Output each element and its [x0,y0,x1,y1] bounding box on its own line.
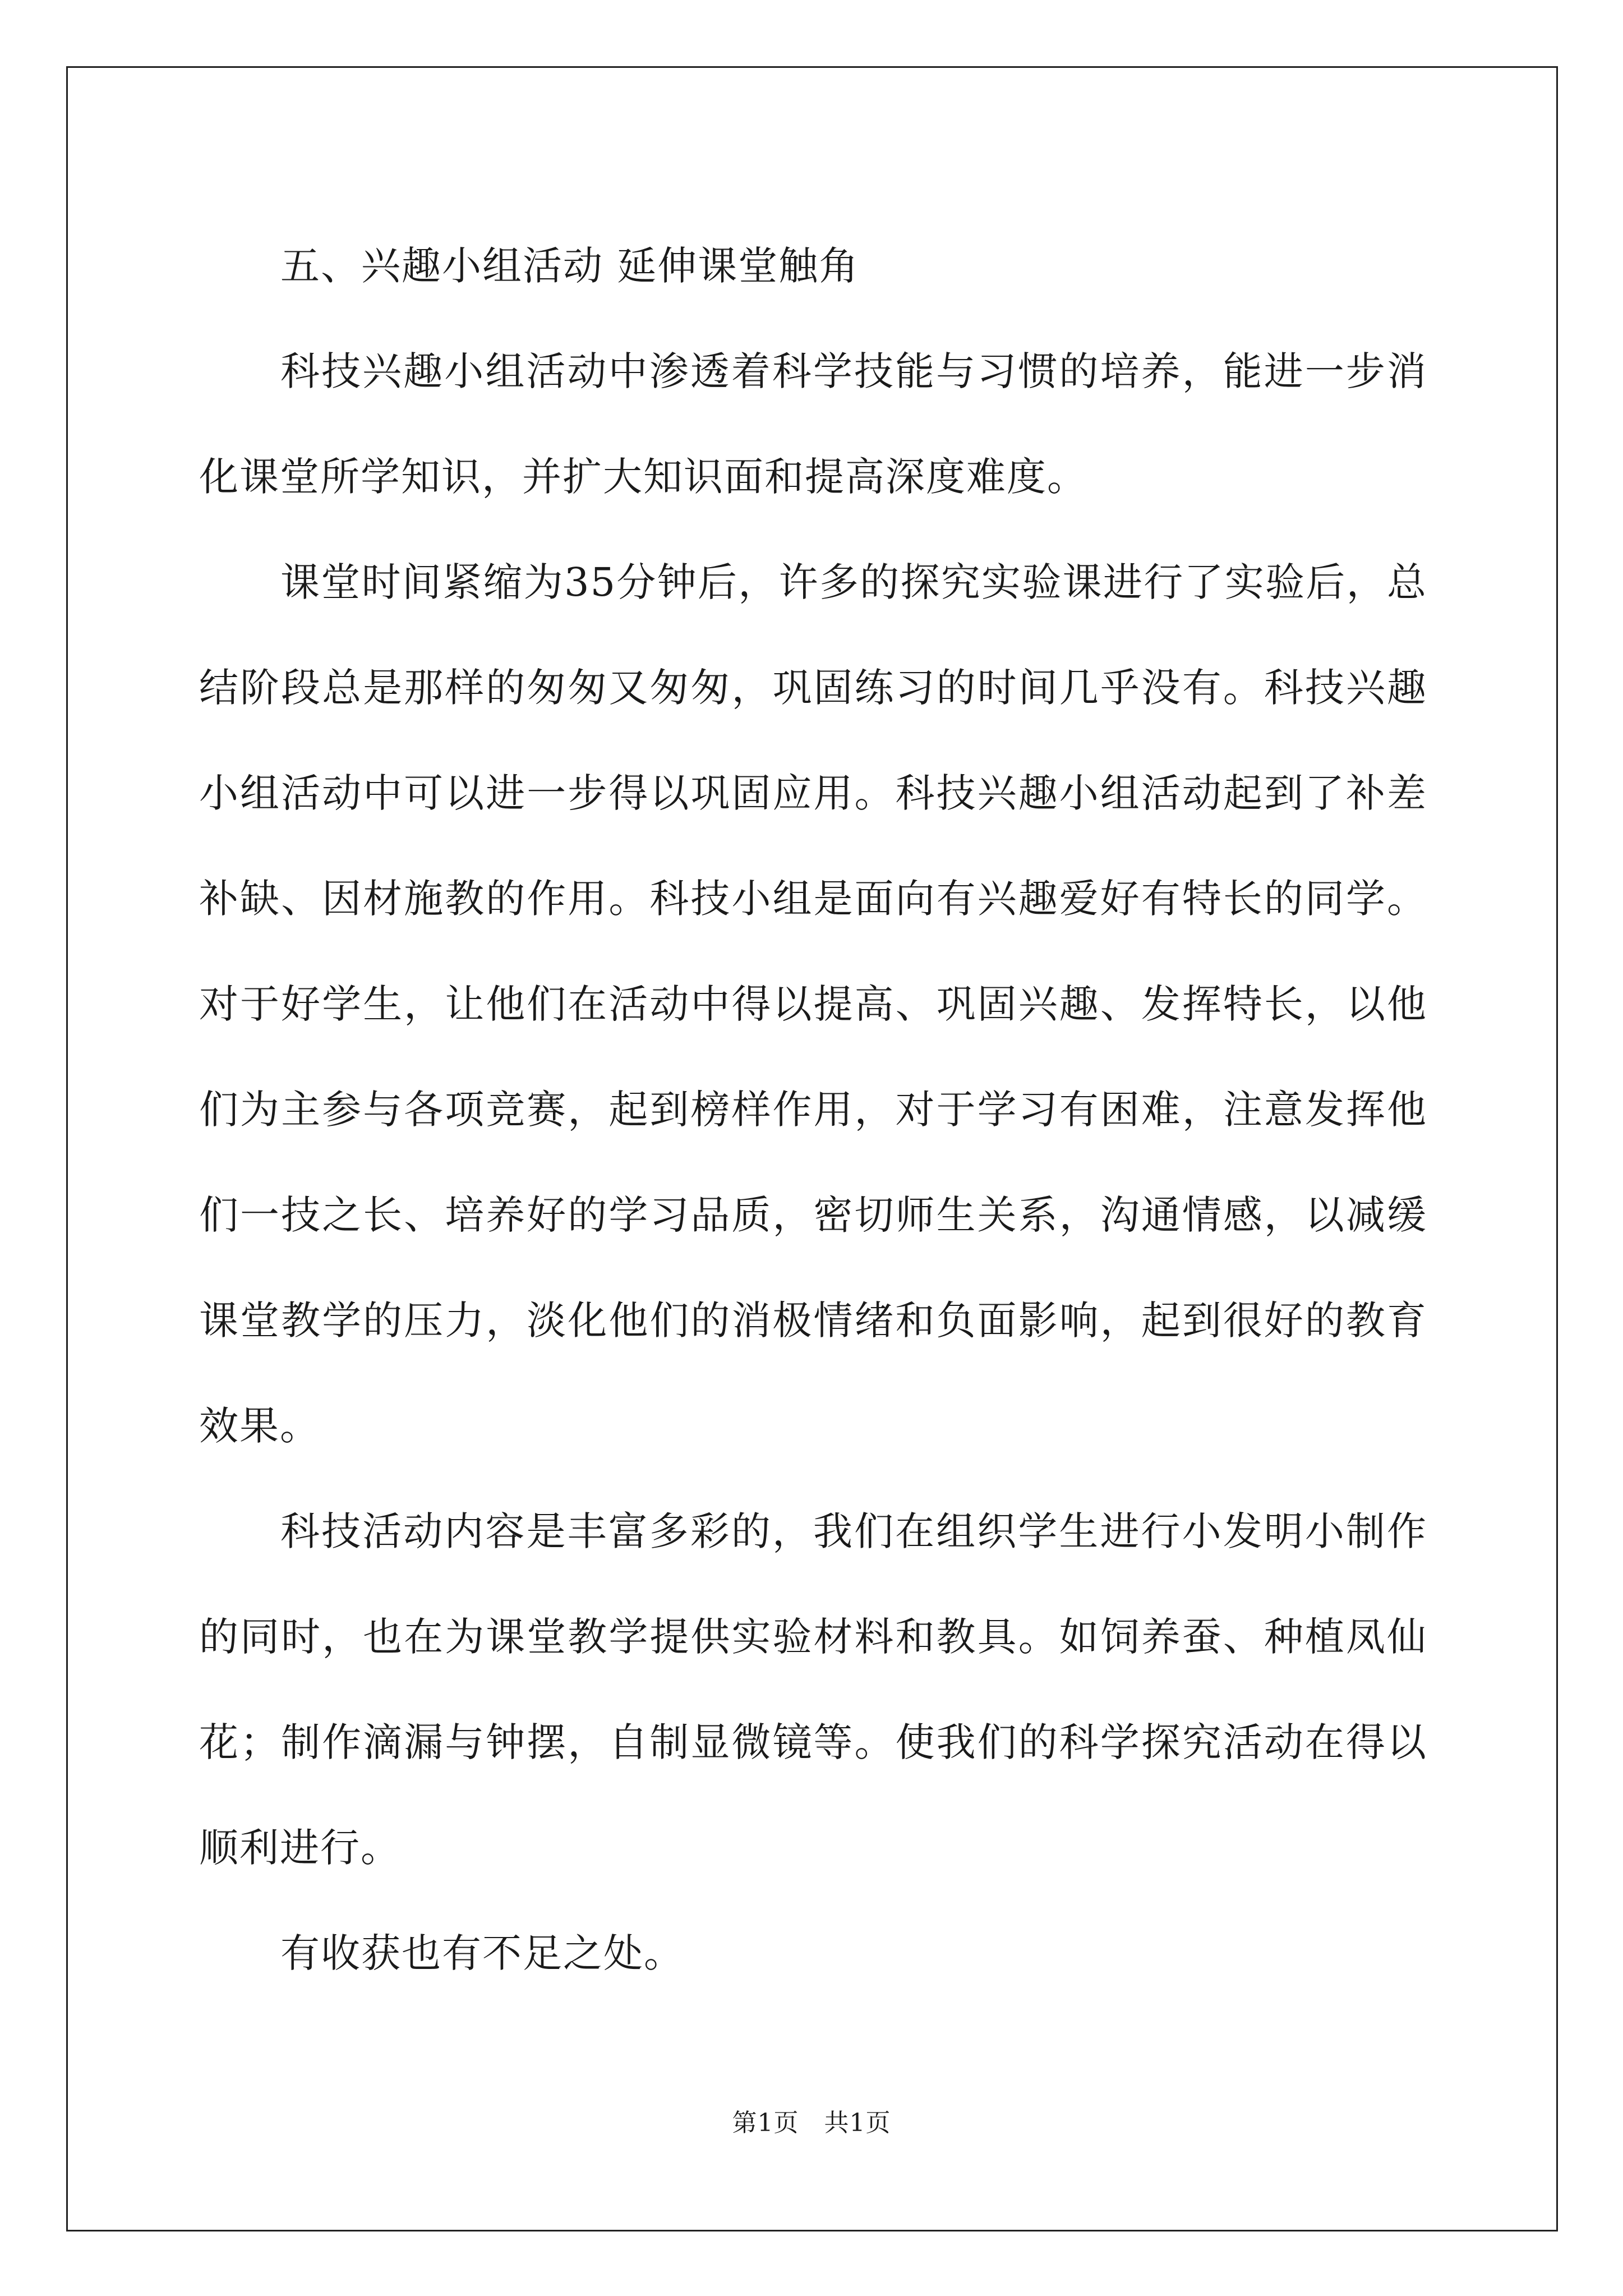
paragraph: 科技兴趣小组活动中渗透着科学技能与习惯的培养，能进一步消化课堂所学知识，并扩大知识面和提高深度难度。 [199,348,1427,500]
paragraph: 课堂时间紧缩为35分钟后，许多的探究实验课进行了实验后，总结阶段总是那样的匆匆又匆匆，巩固练习的时间几乎没有。科技兴趣小组活动中可以进一步得以巩固应用。科技兴趣小组活动起到了补差补缺、因材施教的作用。科技小组是面向有兴趣爱好有特长的同学。对于好学生，让他们在活动中得以提高、巩固兴趣、发挥特长，以他们为主参与各项竞赛，起到榜样作用，对于学习有困难，注意发挥他们一技之长、培养好的学习品质，密切师生关系，沟通情感，以减缓课堂教学的压力，淡化他们的消极情绪和负面影响，起到很好的教育效果。 [199,559,1427,1449]
paragraph: 有收获也有不足之处。 [280,1930,684,1976]
document-body [199,213,1427,2006]
paragraph: 科技活动内容是丰富多彩的，我们在组织学生进行小发明小制作的同时，也在为课堂教学提供实验材料和教具。如饲养蚕、种植凤仙花；制作滴漏与钟摆，自制显微镜等。使我们的科学探究活动在得以顺利进行。 [199,1508,1427,1871]
section-heading: 五、兴趣小组活动 延伸课堂触角 [280,243,860,289]
page-footer: 第1页 共1页 [732,2109,891,2137]
